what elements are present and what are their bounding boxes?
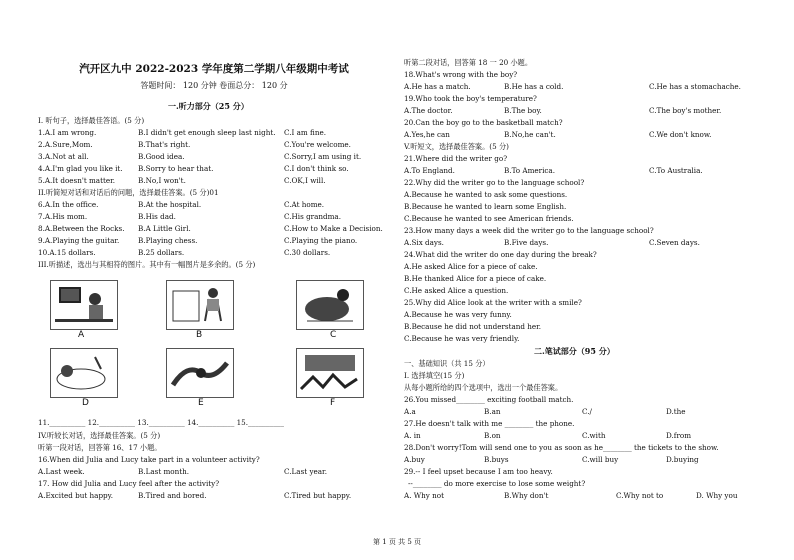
q26-b: B.an [484,407,501,416]
q9-b: B.Playing chess. [138,236,198,245]
picture-b-label: B [196,330,203,340]
q2-b: B.That's right. [138,140,191,149]
exam-time-info: 答题时间： 120 分钟 卷面总分： 120 分 [140,81,288,90]
q20-a: A.Yes,he can [404,130,450,139]
q23-c: C.Seven days. [649,238,700,247]
q6-a: 6.A.In the office. [38,200,99,209]
q20-b: B.No,he can't. [504,130,556,139]
q16-text: 16.When did Julia and Lucy take part in a volunteer activity? [38,455,260,464]
q22-a: A.Because he wanted to ask some questions. [404,190,568,199]
q3-b: B.Good idea. [138,152,185,161]
q18-options [404,81,760,93]
exam-title: 汽开区九中 2022-2023 学年度第二学期八年级期中考试 [79,63,349,75]
dialog1-instruction: 听第一段对话，回答第 16、17 小题。 [38,443,162,452]
part5-heading: V.听短文，选择最佳答案。(5 分) [404,142,509,151]
q22-text: 22.Why did the writer go to the language school? [404,178,585,187]
picture-d-sick-in-bed [50,348,118,398]
instruction: 从每小题所给的四个选项中，选出一个最佳答案。 [404,383,563,392]
picture-c-sports [296,280,364,330]
q28-a: A.buy [404,455,425,464]
q25-c: C.Because he was very friendly. [404,334,520,343]
q8-a: 8.A.Between the Rocks. [38,224,125,233]
q16-a: A.Last week. [38,467,85,476]
q9-options [38,235,390,247]
q23-text: 23.How many days a week did the writer go to the language school? [404,226,654,235]
q1-options [38,127,390,139]
q25-text: 25.Why did Alice look at the writer with a smile? [404,298,582,307]
q16-options [38,466,390,478]
q27-b: B.on [484,431,501,440]
q10-c: C.30 dollars. [284,248,331,257]
q16-b: B.Last month. [138,467,190,476]
q19-c: C.The boy's mother. [649,106,722,115]
q18-a: A.He has a match. [404,82,471,91]
q19-text: 19.Who took the boy's temperature? [404,94,537,103]
picture-f-messy-room [296,348,364,398]
q5-c: C.OK,I will. [284,176,326,185]
q23-options [404,237,760,249]
q7-b: B.His dad. [138,212,176,221]
q21-b: B.To America. [504,166,556,175]
q29-text: 29.-- I feel upset because I am too heavy. [404,467,553,476]
q1-c: C.I am fine. [284,128,326,137]
q27-text: 27.He doesn't talk with me ________ the phone. [404,419,575,428]
q7-options [38,211,390,223]
basic-knowledge-heading: 一、基础知识（共 15 分） [404,359,490,368]
q4-b: B.Sorry to hear that. [138,164,214,173]
q28-text: 28.Don't worry!Tom will send one to you as soon as he________ the tickets to the show. [404,443,719,452]
q21-options [404,165,760,177]
q18-b: B.He has a cold. [504,82,564,91]
q27-d: D.from [666,431,692,440]
q27-options [404,430,760,442]
q21-a: A.To England. [404,166,455,175]
q29-b: B.Why don't [504,491,549,500]
q20-text: 20.Can the boy go to the basketball match? [404,118,563,127]
q20-options [404,129,760,141]
picture-a-label: A [78,330,85,340]
part1-heading: I. 听句子，选择最佳答语。(5 分) [38,116,145,125]
q29-a: A. Why not [404,491,444,500]
q19-options [404,105,760,117]
q5-a: 5.A.It doesn't matter. [38,176,116,185]
picture-d-label: D [82,398,89,408]
q29-c: C.Why not to [616,491,664,500]
q18-text: 18.What's wrong with the boy? [404,70,518,79]
q26-d: D.the [666,407,686,416]
q17-b: B.Tired and bored. [138,491,207,500]
q28-b: B.buys [484,455,509,464]
q10-b: B.25 dollars. [138,248,185,257]
q10-options [38,247,390,259]
dialog2-instruction: 听第二段对话，回答第 18 一 20 小题。 [404,58,533,67]
q26-text: 26.You missed________ exciting football match. [404,395,574,404]
q24-c: C.He asked Alice a question. [404,286,509,295]
q29-options [404,490,760,502]
q10-a: 10.A.15 dollars. [38,248,96,257]
picture-c-label: C [330,330,337,340]
q27-a: A. in [404,431,421,440]
q3-c: C.Sorry,I am using it. [284,152,362,161]
q24-b: B.He thanked Alice for a piece of cake. [404,274,547,283]
q17-a: A.Excited but happy. [38,491,114,500]
q9-c: C.Playing the piano. [284,236,358,245]
q29-d: D. Why you [696,491,738,500]
q28-c: C.will buy [582,455,619,464]
q4-c: C.I don't think so. [284,164,349,173]
q8-options [38,223,390,235]
q5-options [38,175,390,187]
q8-b: B.A Little Girl. [138,224,191,233]
q22-b: B.Because he wanted to learn some English. [404,202,567,211]
q2-options [38,139,390,151]
q23-b: B.Five days. [504,238,549,247]
picture-a-tv-watching [50,280,118,330]
q6-options [38,199,390,211]
q28-options [404,454,760,466]
q21-c: C.To Australia. [649,166,703,175]
q20-c: C.We don't know. [649,130,712,139]
q23-a: A.Six days. [404,238,444,247]
part-i-heading: I. 选择填空(15 分) [404,371,465,380]
q5-b: B.No,I won't. [138,176,186,185]
q27-c: C.with [582,431,606,440]
q2-a: 2.A.Sure,Mom. [38,140,93,149]
q16-c: C.Last year. [284,467,327,476]
q6-b: B.At the hospital. [138,200,202,209]
q17-c: C.Tired but happy. [284,491,352,500]
q9-a: 9.A.Playing the guitar. [38,236,120,245]
q19-b: B.The boy. [504,106,542,115]
part2-heading: II.听简短对话和对话后的问题，选择最佳答案。(5 分)01 [38,188,219,197]
q26-a: A.a [404,407,416,416]
q4-options [38,163,390,175]
q17-options [38,490,390,502]
q8-c: C.How to Make a Decision. [284,224,383,233]
q26-c: C./ [582,407,592,416]
picture-e-label: E [198,398,204,408]
part4-heading: IV.听较长对话，选择最佳答案。(5 分) [38,431,161,440]
section-listening: 一.听力部分（25 分） [168,101,249,111]
picture-e-hands [166,348,234,398]
picture-b-shopping [166,280,234,330]
q3-a: 3.A.Not at all. [38,152,89,161]
q26-options [404,406,760,418]
q1-a: 1.A.I am wrong. [38,128,97,137]
q25-b: B.Because he did not understand her. [404,322,542,331]
q18-c: C.He has a stomachache. [649,82,741,91]
q7-c: C.His grandma. [284,212,342,221]
q29-response: --________ do more exercise to lose some weight? [408,479,586,488]
answer-blanks-11-15[interactable]: 11.__________ 12.__________ 13.__________ 14.__________ 15.__________ [38,418,284,427]
q4-a: 4.A.I'm glad you like it. [38,164,123,173]
q28-d: D.buying [666,455,699,464]
q19-a: A.The doctor. [404,106,453,115]
q24-text: 24.What did the writer do one day during the break? [404,250,597,259]
section-writing: 二.笔试部分（95 分） [534,346,615,356]
picture-f-label: F [330,398,336,408]
part3-heading: III.听描述，选出与其相符的图片。其中有一幅图片是多余的。(5 分) [38,260,256,269]
q24-a: A.He asked Alice for a piece of cake. [404,262,538,271]
q1-b: B.I didn't get enough sleep last night. [138,128,276,137]
q6-c: C.At home. [284,200,325,209]
q21-text: 21.Where did the writer go? [404,154,508,163]
page-footer: 第 1 页 共 5 页 [372,538,422,546]
q17-text: 17. How did Julia and Lucy feel after the activity? [38,479,220,488]
q7-a: 7.A.His mom. [38,212,88,221]
q22-c: C.Because he wanted to see American friends. [404,214,574,223]
q25-a: A.Because he was very funny. [404,310,512,319]
q3-options [38,151,390,163]
q2-c: C.You're welcome. [284,140,351,149]
